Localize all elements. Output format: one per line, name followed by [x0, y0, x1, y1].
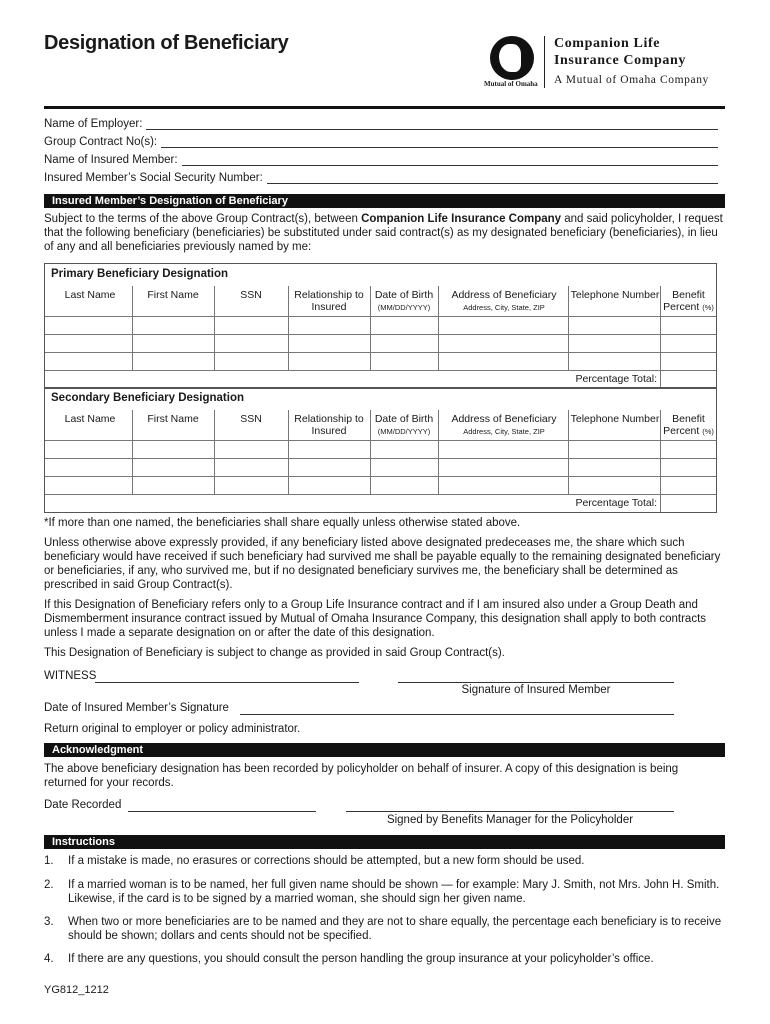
insured-member-label: Name of Insured Member: [44, 154, 178, 166]
date-recorded-label: Date Recorded [44, 799, 122, 811]
insured-member-line[interactable] [182, 154, 718, 166]
group-contract-label: Group Contract No(s): [44, 136, 158, 148]
ssn-line[interactable] [267, 172, 718, 184]
return-note: Return original to employer or policy administrator. [44, 723, 301, 735]
signature-date-label: Date of Insured Member’s Signature [44, 702, 229, 714]
primary-beneficiary-table [44, 263, 717, 389]
mutual-of-omaha-logo-icon [490, 36, 534, 80]
employer-field[interactable] [44, 118, 718, 130]
group-contract-line[interactable] [161, 136, 718, 148]
logo-divider [544, 36, 545, 88]
header-rule [44, 106, 725, 109]
col-benefit-percent: Benefit Percent (%) [663, 413, 714, 437]
witness-label: WITNESS [44, 670, 97, 682]
col-address: Address of Beneficiary Address, City, State, ZIP [451, 413, 557, 436]
form-code: YG812_1212 [44, 984, 109, 996]
predecease-paragraph: Unless otherwise above expressly provided, if any beneficiary listed above designated predeceases me, the share which such beneficiary would have received if such beneficiary had survived me shall be payable equally to the remaining designated beneficiary or beneficiaries, if any, who survived me, but if no designated beneficiary survives me, the beneficiary shall be determined as prescribed in said Group Contract(s). [44, 537, 721, 591]
instruction-item: 1. If a mistake is made, no erasures or corrections should be attempted, but a new form should be used. [44, 855, 585, 867]
employer-label: Name of Employer: [44, 118, 143, 130]
ssn-label: Insured Member’s Social Security Number: [44, 172, 263, 184]
col-telephone: Telephone Number [570, 289, 660, 301]
signature-date-line[interactable] [240, 713, 674, 715]
add-paragraph: If this Designation of Beneficiary refers only to a Group Life Insurance contract and if I am insured also under a Group Death and Dismemberment insurance contract issued by Mutual of Omaha Insurance Company, this designation shall apply to both contracts unless I made a separate designation on or after the date of this designation. [44, 599, 707, 639]
col-benefit-percent: Benefit Percent (%) [663, 289, 714, 313]
col-relationship: Relationship to Insured [294, 413, 364, 437]
instructions-heading: Instructions [44, 835, 725, 849]
insured-member-field[interactable] [44, 154, 718, 166]
col-dob: Date of Birth (MM/DD/YYYY) [374, 289, 434, 312]
employer-line[interactable] [146, 118, 718, 130]
share-note: *If more than one named, the beneficiaries shall share equally unless otherwise stated above. [44, 517, 521, 529]
col-ssn: SSN [240, 289, 262, 301]
col-last-name: Last Name [64, 413, 116, 425]
group-contract-field[interactable] [44, 136, 718, 148]
col-telephone: Telephone Number [570, 413, 660, 425]
company-tagline: A Mutual of Omaha Company [554, 74, 709, 86]
col-ssn: SSN [240, 413, 262, 425]
secondary-beneficiary-table [44, 387, 717, 513]
col-relationship: Relationship to Insured [294, 289, 364, 313]
instruction-item: 2. If a married woman is to be named, her full given name should be shown — for example: Mary J. Smith, not Mrs. John H. Smith. Likewise, if the card is to be signed by a married woman, she should sign her given name. [44, 879, 720, 905]
benefits-manager-label: Signed by Benefits Manager for the Policyholder [386, 814, 634, 826]
benefits-manager-signature-line[interactable] [346, 810, 674, 812]
col-dob: Date of Birth (MM/DD/YYYY) [374, 413, 434, 436]
insured-signature-line[interactable] [398, 681, 674, 683]
insured-designation-intro: Subject to the terms of the above Group Contract(s), between Companion Life Insurance Company and said policyholder, I request that the following beneficiary (beneficiaries) be substituted under said contract(s) as my designated beneficiary (beneficiaries), in lieu of any and all beneficiaries previously named by me: [44, 213, 723, 253]
instruction-item: 4. If there are any questions, you should consult the person handling the group insurance at your policyholder’s office. [44, 953, 654, 965]
seal-caption: Mutual of Omaha [484, 80, 538, 88]
page-title: Designation of Beneficiary [44, 32, 289, 54]
company-name-line2: Insurance Company [554, 53, 686, 68]
company-name-line1: Companion Life [554, 36, 661, 51]
col-last-name: Last Name [64, 289, 116, 301]
col-first-name: First Name [147, 289, 199, 301]
insured-designation-heading: Insured Member’s Designation of Beneficiary [44, 194, 725, 208]
primary-percentage-total-label: Percentage Total: [575, 373, 657, 385]
secondary-percentage-total-label: Percentage Total: [575, 497, 657, 509]
ssn-field[interactable] [44, 172, 718, 184]
instruction-item: 3. When two or more beneficiaries are to be named and they are not to share equally, the percentage each beneficiary is to receive should be shown; dollars and cents should not be specified. [44, 916, 722, 942]
change-paragraph: This Designation of Beneficiary is subject to change as provided in said Group Contract(s). [44, 647, 505, 659]
acknowledgment-heading: Acknowledgment [44, 743, 725, 757]
secondary-table-title: Secondary Beneficiary Designation [51, 392, 245, 404]
date-recorded-line[interactable] [128, 810, 316, 812]
col-first-name: First Name [147, 413, 199, 425]
primary-table-title: Primary Beneficiary Designation [51, 268, 229, 280]
col-address: Address of Beneficiary Address, City, State, ZIP [451, 289, 557, 312]
acknowledgment-text: The above beneficiary designation has been recorded by policyholder on behalf of insurer. A copy of this designation is being returned for your records. [44, 763, 679, 789]
witness-line[interactable] [95, 681, 359, 683]
insured-signature-label: Signature of Insured Member [461, 684, 611, 696]
